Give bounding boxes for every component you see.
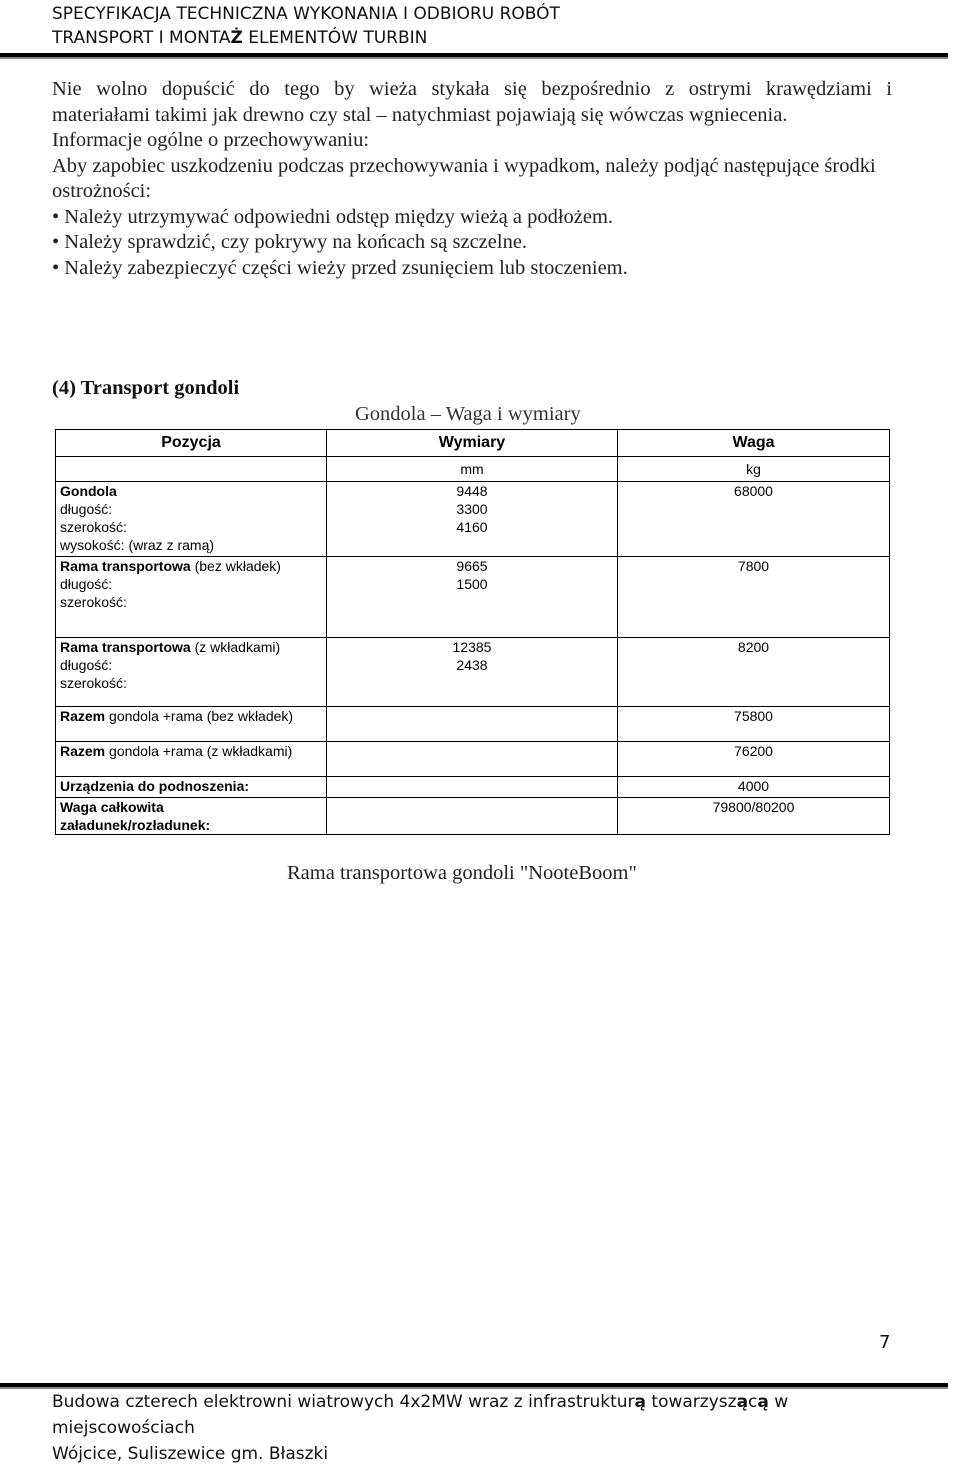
gondola-spec-table — [55, 429, 890, 835]
row-title — [60, 638, 322, 656]
dim-value: 2438 — [456, 657, 488, 673]
footer-part: w miejscowościach — [52, 1392, 789, 1438]
paragraph-line: materiałami takimi jak drewno czy stal – natychmiast pojawiają się wówczas wgniecenia. — [52, 103, 788, 126]
table-cell — [327, 707, 618, 742]
table-cell: 75800 — [618, 707, 890, 742]
page-number: 7 — [879, 1332, 891, 1353]
paragraph: Informacje ogólne o przechowywaniu: — [52, 129, 370, 151]
weight-value: 68000 — [734, 483, 773, 499]
header-line-2-part: ELEMENTÓW TURBIN — [242, 28, 428, 48]
row-label: długość: — [60, 657, 113, 673]
bullet-item: • Należy sprawdzić, czy pokrywy na końcach są szczelne. — [52, 231, 528, 253]
footer-part: towarzysz — [646, 1392, 737, 1412]
table-lifting-row — [56, 777, 890, 798]
table-cell — [56, 638, 327, 707]
table-cell — [618, 482, 890, 557]
table-cell — [327, 638, 618, 707]
row-title-rest: (z wkładkami) — [190, 639, 281, 655]
total-weight-label: Waga całkowita — [60, 799, 164, 815]
table-row — [56, 482, 890, 557]
row-title: Gondola — [60, 483, 117, 499]
table-cell: 4000 — [618, 777, 890, 798]
table-cell — [327, 777, 618, 798]
table-total-row — [56, 742, 890, 777]
row-title-bold: Rama transportowa — [60, 558, 191, 574]
dim-value: 9448 — [456, 483, 488, 499]
header-line-2 — [52, 26, 560, 50]
row-label: szerokość: — [60, 594, 127, 610]
table-cell — [327, 557, 618, 638]
table-cell: 79800/80200 — [618, 798, 890, 835]
dim-value: 3300 — [456, 501, 488, 517]
row-label: szerokość: — [60, 675, 127, 691]
table-cell — [56, 482, 327, 557]
footer-line-1 — [52, 1389, 932, 1441]
table-cell — [327, 742, 618, 777]
row-label: szerokość: — [60, 519, 127, 535]
footer-part: c — [748, 1392, 758, 1412]
footer-part-bold: ą — [757, 1392, 769, 1412]
total-label-bold: Razem — [60, 708, 106, 724]
bullet-item: • Należy zabezpieczyć części wieży przed zsunięciem lub stoczeniem. — [52, 256, 628, 279]
row-title — [60, 557, 322, 575]
table-header-cell: Wymiary — [327, 430, 618, 457]
dim-value: 12385 — [452, 639, 492, 655]
header-line-2-bold: Ż — [230, 28, 243, 48]
table-cell — [618, 638, 890, 707]
row-label: długość: — [60, 501, 113, 517]
figure-caption: Rama transportowa gondoli "NooteBoom" — [287, 862, 637, 884]
paragraph-line: Nie wolno dopuścić do tego by wieża stykała się bezpośrednio z ostrymi krawędziami i — [52, 78, 892, 100]
table-row — [56, 638, 890, 707]
dim-value: 1500 — [456, 576, 488, 592]
table-cell: Urządzenia do podnoszenia: — [56, 777, 327, 798]
table-units-row — [56, 457, 890, 482]
dim-value: 4160 — [456, 519, 488, 535]
row-title-rest: (bez wkładek) — [190, 558, 281, 574]
weight-value: 7800 — [737, 558, 770, 574]
section-title: (4) Transport gondoli — [52, 377, 240, 399]
table-cell — [56, 742, 327, 777]
table-total-row — [56, 707, 890, 742]
total-label-bold: Razem — [60, 743, 106, 759]
table-cell — [56, 707, 327, 742]
row-title-bold: Rama transportowa — [60, 639, 191, 655]
weight-value: 8200 — [737, 639, 770, 655]
table-cell — [56, 457, 327, 482]
dim-value: 9665 — [456, 558, 488, 574]
table-row — [56, 557, 890, 638]
row-label: długość: — [60, 576, 113, 592]
table-total-weight-row — [56, 798, 890, 835]
table-caption: Gondola – Waga i wymiary — [355, 403, 581, 425]
row-label: wysokość: (wraz z ramą) — [60, 537, 215, 553]
total-weight-label: załadunek/rozładunek: — [60, 817, 211, 833]
table-cell: kg — [618, 457, 890, 482]
total-label-rest: gondola +rama (bez wkładek) — [105, 708, 294, 724]
table-header-cell: Waga — [618, 430, 890, 457]
footer-part-bold: ą — [634, 1392, 647, 1412]
bullet-item: • Należy utrzymywać odpowiedni odstęp między wieżą a podłożem. — [52, 205, 614, 228]
table-cell — [56, 798, 327, 835]
header-divider-shadow — [0, 57, 948, 59]
paragraph: Aby zapobiec uszkodzeniu podczas przechowywania i wypadkom, należy podjąć następujące środki ostrożności: — [52, 154, 876, 202]
footer-part-bold: ą — [736, 1392, 749, 1412]
table-cell — [327, 798, 618, 835]
table-header-row — [56, 430, 890, 457]
footer-part: Budowa czterech elektrowni wiatrowych 4x2MW wraz z infrastruktur — [52, 1392, 635, 1412]
header-line-1: SPECYFIKACJA TECHNICZNA WYKONANIA I ODBIORU ROBÓT — [52, 4, 560, 24]
document-header — [52, 2, 560, 50]
document-footer — [52, 1389, 932, 1467]
total-label-rest: gondola +rama (z wkładkami) — [105, 743, 293, 759]
header-line-2-part: TRANSPORT I MONTA — [52, 28, 231, 48]
footer-line-2: Wójcice, Suliszewice gm. Błaszki — [52, 1444, 329, 1464]
table-cell — [327, 482, 618, 557]
table-header-cell: Pozycja — [56, 430, 327, 457]
body-text — [52, 77, 892, 281]
table-cell: 76200 — [618, 742, 890, 777]
table-cell — [56, 557, 327, 638]
table-cell — [618, 557, 890, 638]
table-cell: mm — [327, 457, 618, 482]
